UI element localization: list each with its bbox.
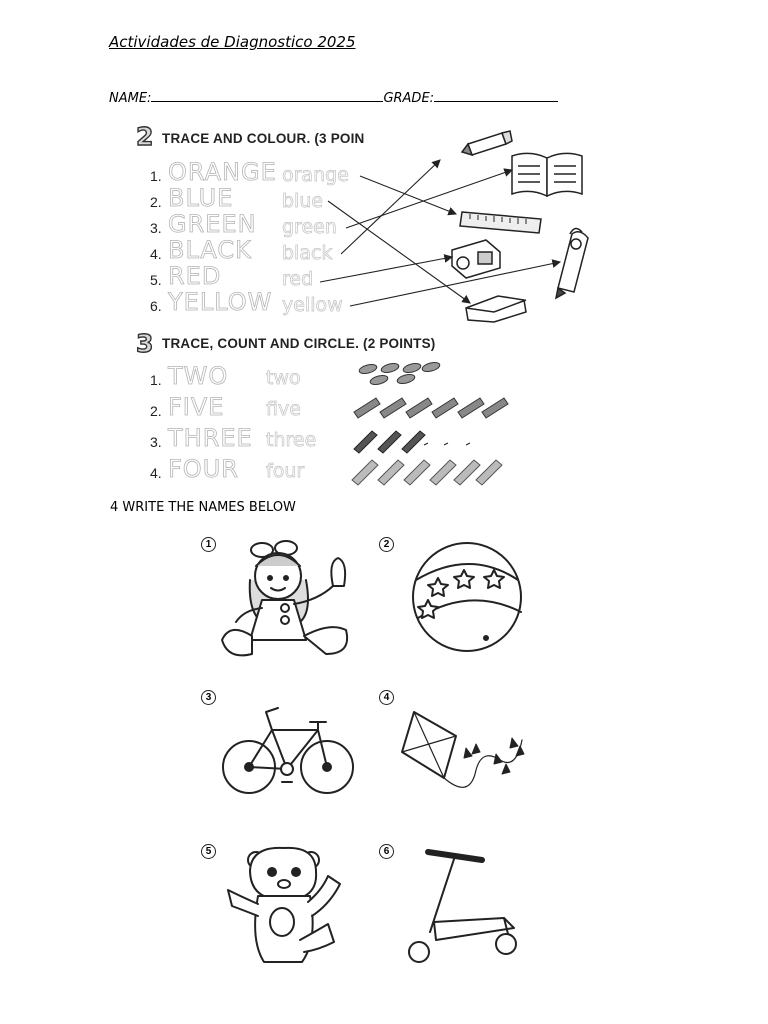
book-icon [512,153,582,196]
s3-trace-lower: four [266,460,305,482]
doll-icon [222,541,347,655]
s3-trace-lower: five [266,398,301,420]
pen-icon [556,228,588,298]
ruler-icon [460,212,541,233]
section3-number: 3 [136,329,154,358]
pencil-icon [462,131,512,155]
picture-number: 4 [379,690,394,705]
s3-trace-lower: three [266,429,317,451]
section2-number: 2 [136,122,154,151]
s2-trace-lower: orange [282,164,349,186]
section3-heading: TRACE, COUNT AND CIRCLE. (2 POINTS) [162,336,436,351]
pencil-group [352,460,502,485]
pen-group [354,431,470,453]
section4-pictures [0,520,768,980]
s2-row-num: 2. [150,194,162,210]
sharpener-icon [452,240,500,278]
ruler-group [354,398,508,418]
s3-row-num: 2. [150,403,162,419]
eraser-group [358,361,440,386]
s3-trace-lower: two [266,367,301,389]
picture-number: 5 [201,844,216,859]
teddy-bear-icon [228,848,340,962]
s2-trace-upper: ORANGE [168,158,277,186]
section2-drawing [0,0,768,340]
picture-number: 3 [201,690,216,705]
s2-trace-upper: GREEN [168,210,257,238]
picture-number: 1 [201,537,216,552]
s2-trace-upper: BLUE [168,184,234,212]
s3-trace-upper: FIVE [168,393,225,421]
s2-trace-lower: yellow [282,294,343,316]
s2-trace-upper: RED [168,262,222,290]
s3-row-num: 3. [150,434,162,450]
page-title: Actividades de Diagnostico 2025 [109,33,356,51]
s2-trace-lower: green [282,216,337,238]
s2-trace-lower: red [282,268,314,290]
kite-icon [402,712,524,787]
s3-trace-upper: TWO [168,362,229,390]
s2-trace-upper: BLACK [168,236,252,264]
scooter-icon [409,852,516,962]
grade-label: GRADE: [383,91,435,106]
section3-counting-items [340,355,530,490]
s2-trace-lower: blue [282,190,324,212]
picture-number: 6 [379,844,394,859]
s2-row-num: 4. [150,246,162,262]
bicycle-icon [223,708,353,793]
s3-trace-upper: THREE [168,424,253,452]
s3-row-num: 4. [150,465,162,481]
s3-row-num: 1. [150,372,162,388]
s2-row-num: 6. [150,298,162,314]
section2-heading: TRACE AND COLOUR. (3 POIN [162,131,365,146]
s2-trace-upper: YELLOW [168,288,273,316]
s3-trace-upper: FOUR [168,455,239,483]
s2-row-num: 5. [150,272,162,288]
s2-trace-lower: black [282,242,333,264]
ball-icon [413,543,521,651]
picture-number: 2 [379,537,394,552]
section4-heading: 4 WRITE THE NAMES BELOW [110,500,296,515]
name-label: NAME: [109,91,152,106]
eraser-icon [466,296,526,322]
s2-row-num: 3. [150,220,162,236]
s2-row-num: 1. [150,168,162,184]
